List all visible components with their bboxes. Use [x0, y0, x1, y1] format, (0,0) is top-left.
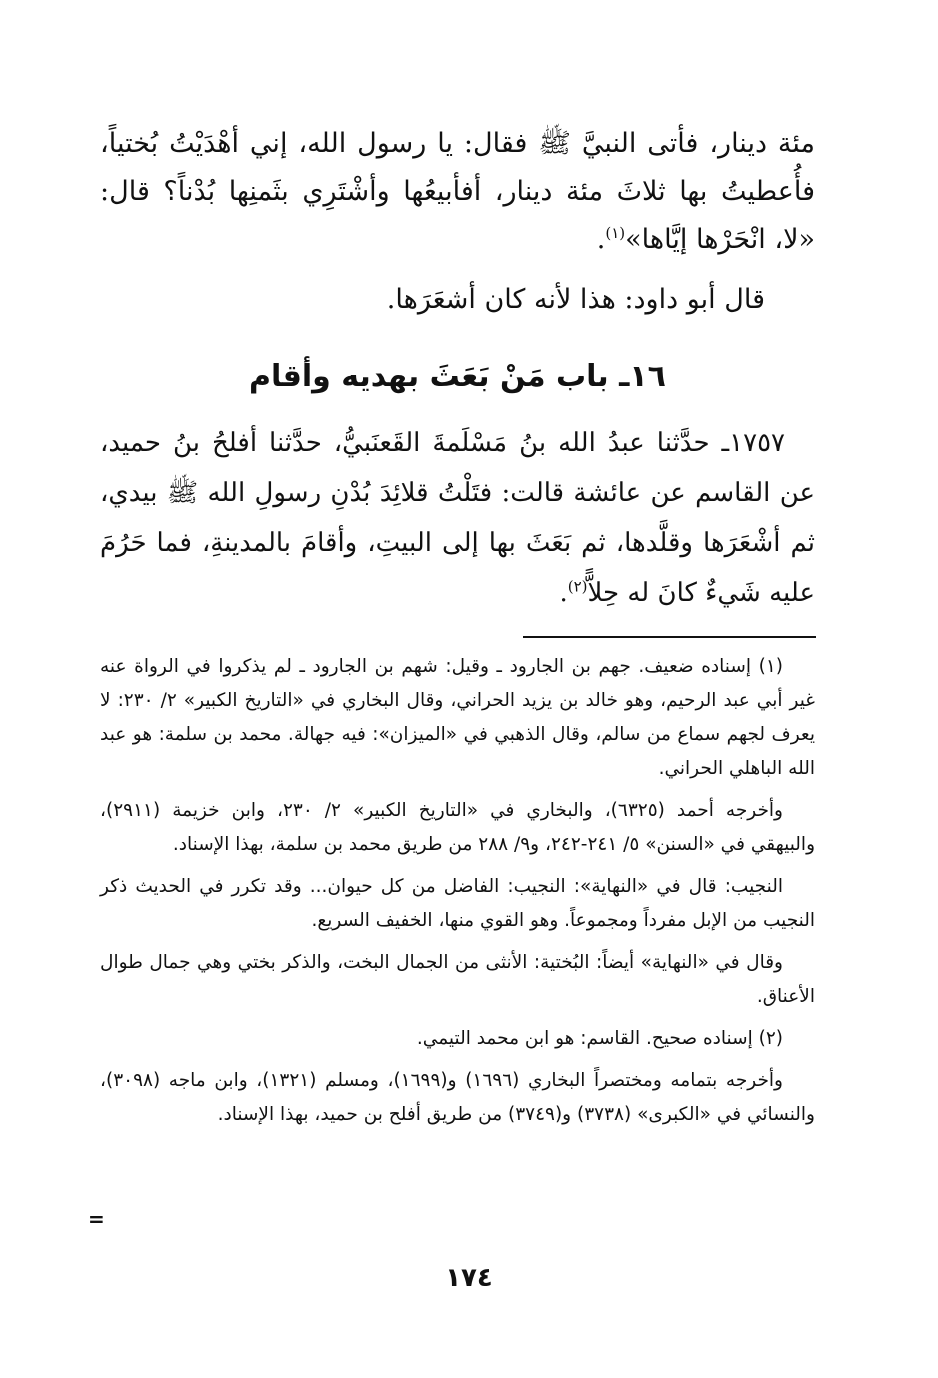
footnote-divider: [523, 636, 816, 638]
continuation-mark: =: [88, 1207, 105, 1231]
hadith-end: .: [559, 578, 568, 608]
main-paragraph-1: [100, 120, 815, 264]
hadith-paragraph: [100, 418, 815, 618]
footnote-ref-1[interactable]: (١): [605, 224, 626, 242]
footnote-1: (١) إسناده ضعيف. جهم بن الجارود ـ وقيل: شهم بن الجارود ـ لم يذكروا في الرواة عنه غير أبي عبد الرحيم، وهو خالد بن يزيد الحراني، وقال البخاري في «التاريخ الكبير» ٢/ ٢٣٠: لا يعرف لجهم سماع من سالم، وقال الذهبي في «الميزان»: فيه جهالة. محمد بن سلمة: هو عبد الله الباهلي الحراني.: [100, 656, 815, 779]
footnote-1-sources: وأخرجه أحمد (٦٣٢٥)، والبخاري في «التاريخ الكبير» ٢/ ٢٣٠، وابن خزيمة (٢٩١١)، والبيهقي في «السنن» ٥/ ٢٤١-٢٤٢، و٩/ ٢٨٨ من طريق محمد بن سلمة، بهذا الإسناد.: [100, 800, 815, 855]
chapter-title: ١٦ـ باب مَنْ بَعَثَ بهديه وأقام: [249, 359, 666, 394]
footnote-ref-2[interactable]: (٢): [567, 577, 588, 596]
hadith-text: ١٧٥٧ـ حدَّثنا عبدُ الله بنُ مَسْلَمةَ القَعنَبيُّ، حدَّثنا أفلحُ بنُ حميد، عن القاسم عن عائشة قالت: فتَلْتُ قلائِدَ بُدْنِ رسولِ الله ﷺ بيدي، ثم أشْعَرَها وقلَّدها، ثم بَعَثَ بها إلى البيتِ، وأقامَ بالمدينةِ، فما حَرُمَ عليه شَيءٌ كانَ له حِلاًّ: [100, 428, 815, 608]
main-paragraph-2: قال أبو داود: هذا لأنه كان أشعَرَها.: [386, 284, 765, 315]
main-paragraph-1-end: .: [596, 224, 606, 255]
main-paragraph-1-text: مئة دينار، فأتى النبيَّ ﷺ فقال: يا رسول الله، إني أهْدَيْتُ بُختياً، فأُعطيتُ بها ثلاثَ مئة دينار، أفأبيعُها وأشْتَرِي بثَمنِها بُدْناً؟ قال: «لا، انْحَرْها إيَّاها»: [100, 128, 815, 255]
hadith-block: [100, 418, 815, 618]
footnote-1-najib: النجيب: قال في «النهاية»: النجيب: الفاضل من كل حيوان... وقد تكرر في الحديث ذكر النجيب من الإبل مفرداً ومجموعاً. وهو القوي منها، الخفيف السريع.: [100, 876, 815, 931]
footnote-1-bukhtiyya: وقال في «النهاية» أيضاً: البُختية: الأنثى من الجمال البخت، والذكر بختي وهي جمال طوال الأعناق.: [100, 952, 815, 1007]
footnote-2: (٢) إسناده صحيح. القاسم: هو ابن محمد التيمي.: [416, 1028, 783, 1049]
page-number: ١٧٤: [445, 1263, 493, 1293]
footnotes-block: [100, 650, 815, 1140]
footnote-2-sources: وأخرجه بتمامه ومختصراً البخاري (١٦٩٦) و(١٦٩٩)، ومسلم (١٣٢١)، وابن ماجه (٣٠٩٨)، والنسائي في «الكبرى» (٣٧٣٨) و(٣٧٤٩) من طريق أفلح بن حميد، بهذا الإسناد.: [100, 1070, 815, 1125]
main-text-block: [100, 120, 815, 324]
